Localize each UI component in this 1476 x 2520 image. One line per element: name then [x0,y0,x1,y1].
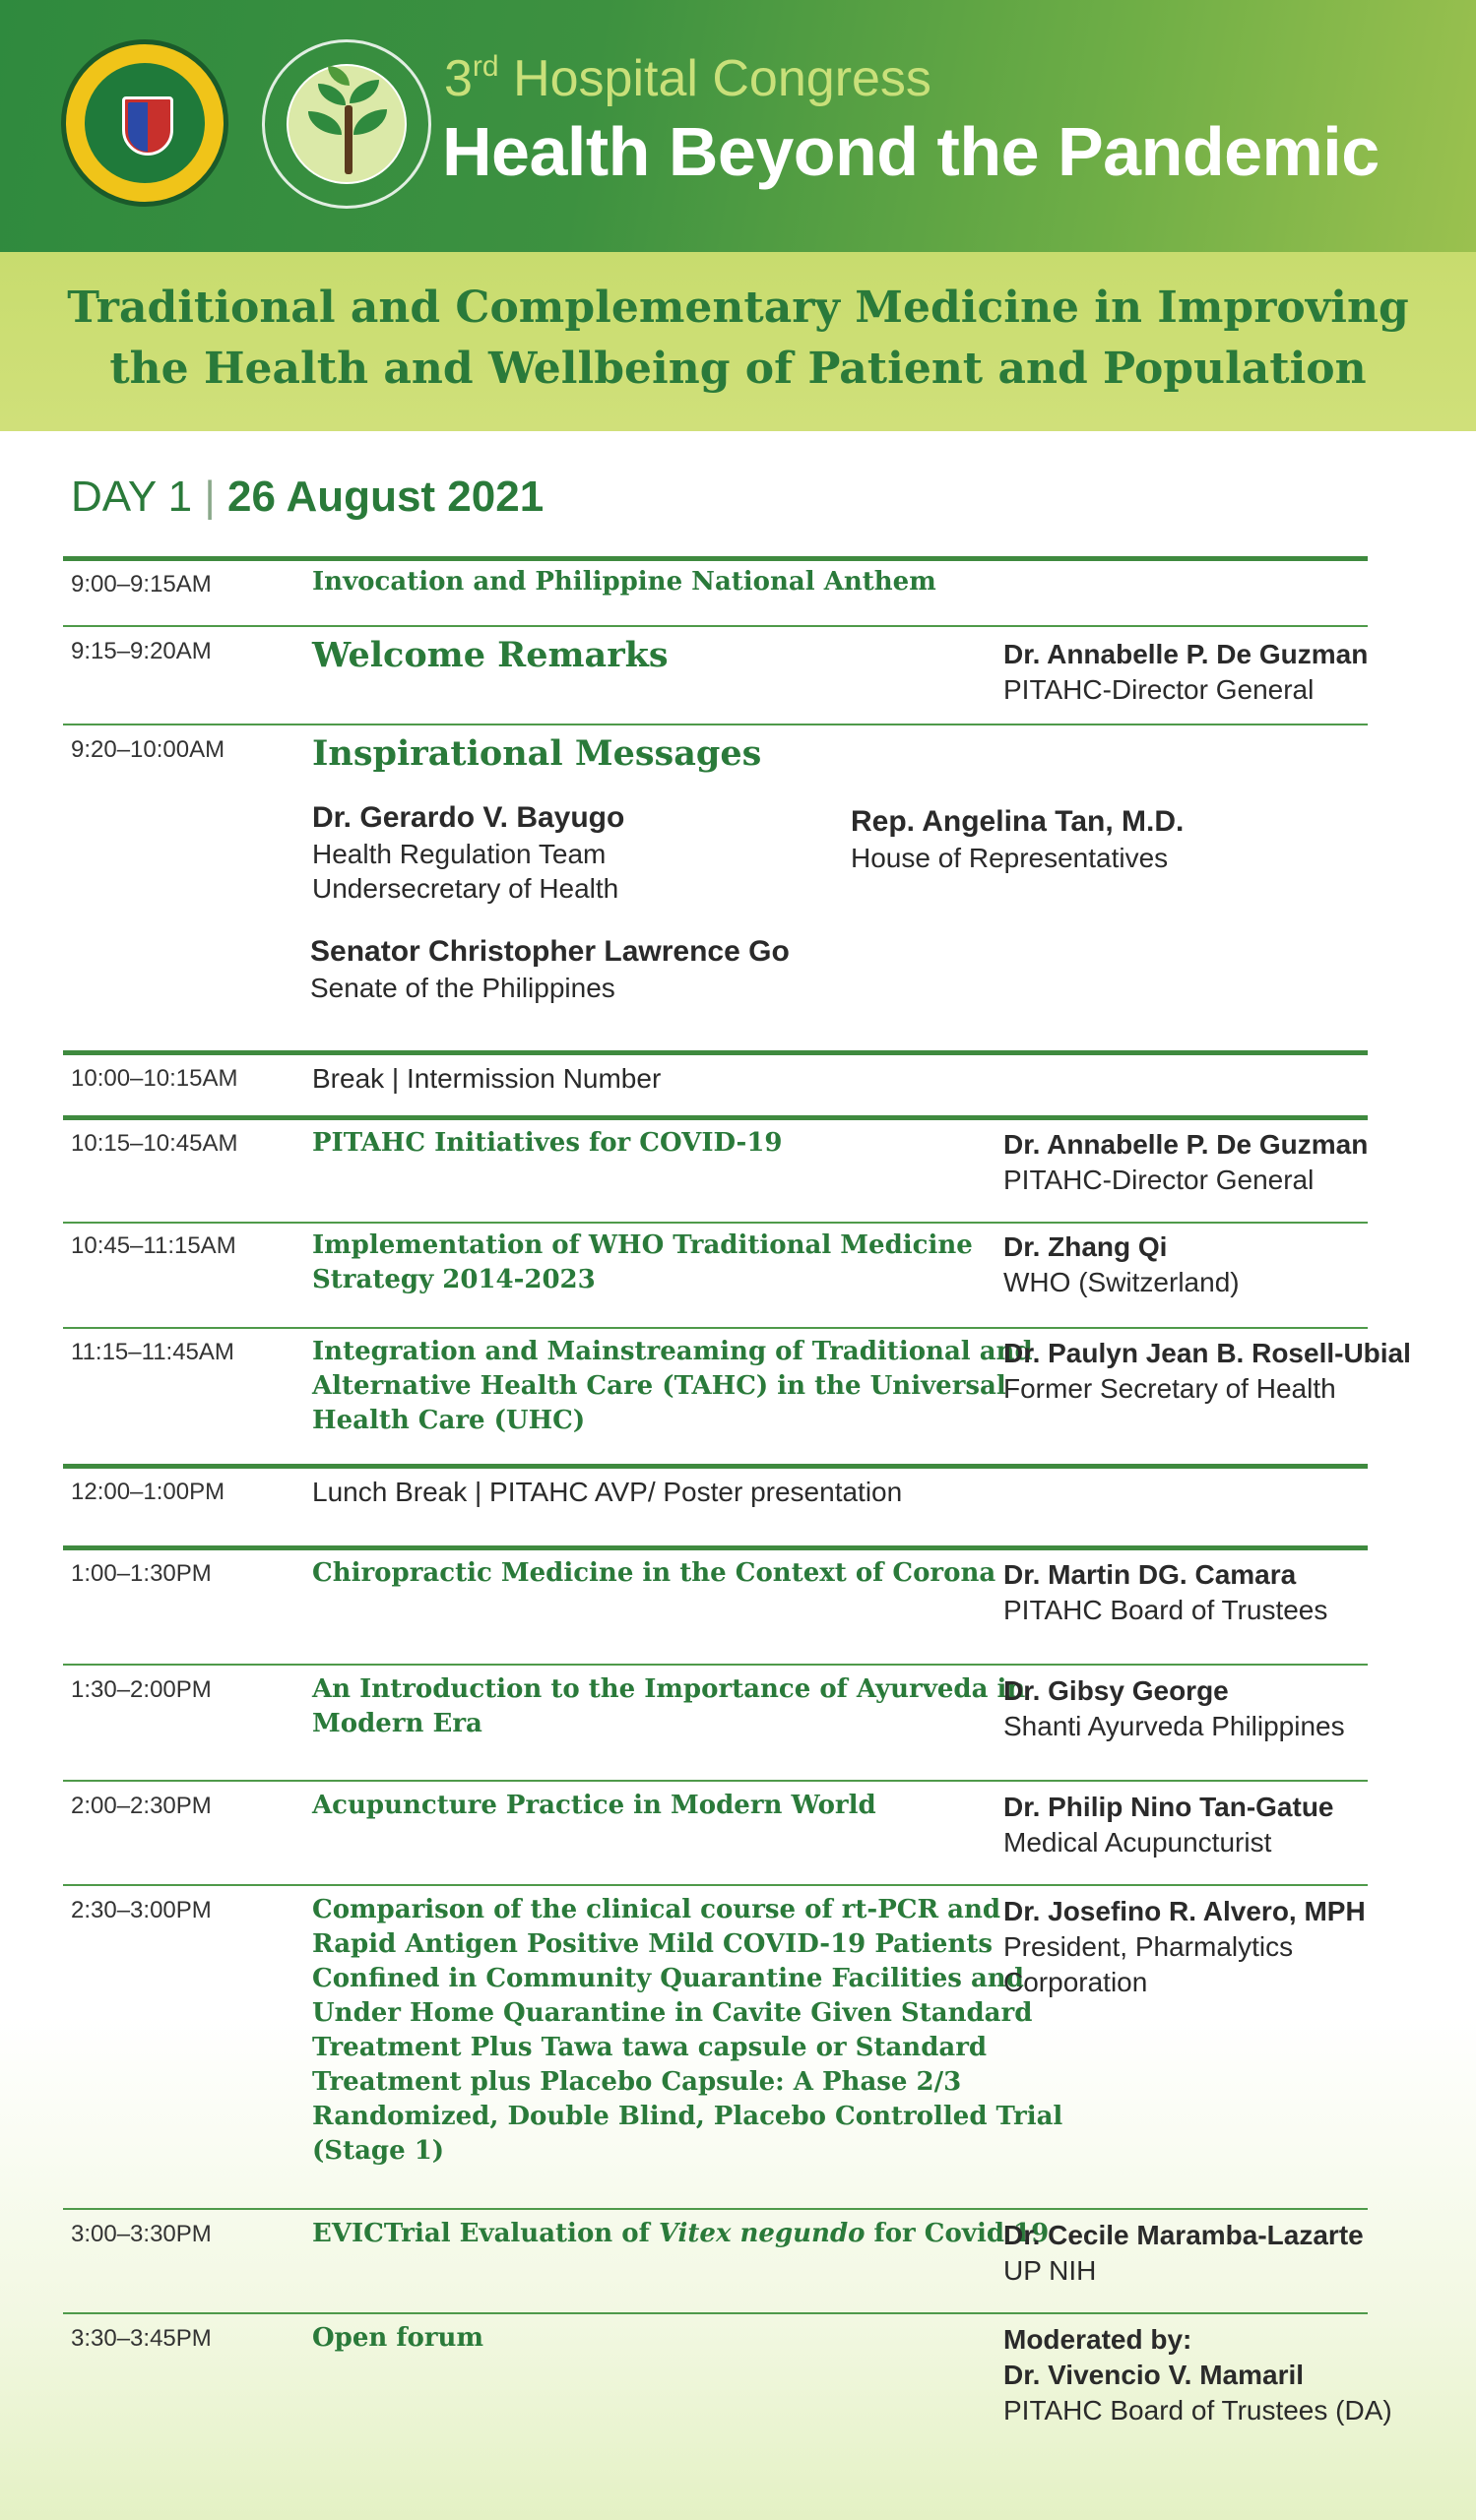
day-heading: DAY 1 | 26 August 2021 [71,472,545,521]
session-speaker: Dr. Paulyn Jean B. Rosell-Ubial Former Secretary of Health [1003,1338,1411,1404]
session-topic: EVICTrial Evaluation of Vitex negundo for Covid 19 [312,2219,1050,2248]
session-time: 2:00–2:30PM [71,1793,212,1819]
divider [63,1780,1368,1782]
session-topic: Implementation of WHO Traditional Medicine Strategy 2014-2023 [312,1230,973,1294]
session-topic: Open forum [312,2323,483,2353]
theme-line-1: Traditional and Complementary Medicine in Improving [67,283,1409,333]
divider [63,724,1368,725]
session-topic: Welcome Remarks [312,635,669,675]
session-time: 2:30–3:00PM [71,1897,212,1923]
session-topic: Comparison of the clinical course of rt-PCR and Rapid Antigen Positive Mild COVID-19 Patients Confined in Community Quarantine Facilities and Under Home Quarantine in Cavite Given Standard Treatment Plus Tawa tawa capsule or Standard Treatment plus Placebo Capsule: A Phase 2/3 Randomized, Double Blind, Placebo Controlled Trial (Stage 1) [312,1895,1063,2166]
session-time: 9:00–9:15AM [71,571,212,598]
session-time: 1:00–1:30PM [71,1560,212,1587]
session-topic: Break | Intermission Number [312,1063,662,1094]
theme-banner [0,252,1476,431]
divider [63,556,1368,561]
divider [63,1884,1368,1886]
session-time: 12:00–1:00PM [71,1479,225,1505]
session-speaker: Dr. Cecile Maramba-Lazarte UP NIH [1003,2220,1364,2286]
pitahc-tree-logo-icon [262,39,431,209]
divider [63,1222,1368,1224]
day-label: DAY 1 [71,472,193,521]
session-topic: Invocation and Philippine National Anthem [312,567,936,597]
session-speaker: Dr. Josefino R. Alvero, MPH President, Pharmalytics Corporation [1003,1896,1366,1997]
session-speaker: Dr. Gibsy George Shanti Ayurveda Philippines [1003,1675,1345,1741]
session-time: 3:30–3:45PM [71,2325,212,2352]
session-time: 1:30–2:00PM [71,1676,212,1703]
divider [63,2208,1368,2210]
session-time: 10:45–11:15AM [71,1232,236,1259]
divider [63,625,1368,627]
header-banner [0,0,1476,252]
session-topic: Integration and Mainstreaming of Traditional and Alternative Health Care (TAHC) in the Universal Health Care (UHC) [312,1337,1033,1435]
inspirational-speaker: Rep. Angelina Tan, M.D. House of Representatives [851,805,1185,873]
session-topic: PITAHC Initiatives for COVID-19 [312,1128,783,1158]
session-speaker: Dr. Annabelle P. De Guzman PITAHC-Director General [1003,639,1369,705]
divider [63,2312,1368,2314]
session-topic: Inspirational Messages [312,733,762,774]
inspirational-speaker: Dr. Gerardo V. Bayugo Health Regulation Team Undersecretary of Health [312,801,625,904]
session-topic: An Introduction to the Importance of Ayurveda in Modern Era [312,1674,1026,1738]
session-time: 9:15–9:20AM [71,638,212,664]
inspirational-speaker: Senator Christopher Lawrence Go Senate of the Philippines [310,935,790,1003]
department-of-health-seal-icon [61,39,228,207]
day-date: 26 August 2021 [227,472,545,521]
divider [63,1545,1368,1550]
session-speaker: Dr. Zhang Qi WHO (Switzerland) [1003,1231,1240,1297]
session-time: 10:00–10:15AM [71,1065,238,1092]
event-edition: 3rd Hospital Congress [444,50,931,107]
session-topic: Lunch Break | PITAHC AVP/ Poster presentation [312,1477,903,1507]
session-topic: Acupuncture Practice in Modern World [312,1791,876,1820]
session-time: 3:00–3:30PM [71,2221,212,2247]
divider [63,1464,1368,1469]
session-speaker: Dr. Martin DG. Camara PITAHC Board of Trustees [1003,1559,1328,1625]
session-speaker: Dr. Annabelle P. De Guzman PITAHC-Director General [1003,1129,1369,1195]
session-time: 9:20–10:00AM [71,736,225,763]
session-speaker: Moderated by: Dr. Vivencio V. Mamaril PITAHC Board of Trustees (DA) [1003,2324,1392,2426]
divider [63,1664,1368,1666]
divider [63,1050,1368,1055]
session-time: 10:15–10:45AM [71,1130,238,1157]
divider [63,1115,1368,1120]
event-title: Health Beyond the Pandemic [442,113,1380,190]
session-time: 11:15–11:45AM [71,1339,234,1365]
divider [63,1327,1368,1329]
session-topic: Chiropractic Medicine in the Context of Corona [312,1558,996,1588]
theme-line-2: the Health and Wellbeing of Patient and Population [109,344,1367,394]
session-speaker: Dr. Philip Nino Tan-Gatue Medical Acupuncturist [1003,1792,1334,1858]
